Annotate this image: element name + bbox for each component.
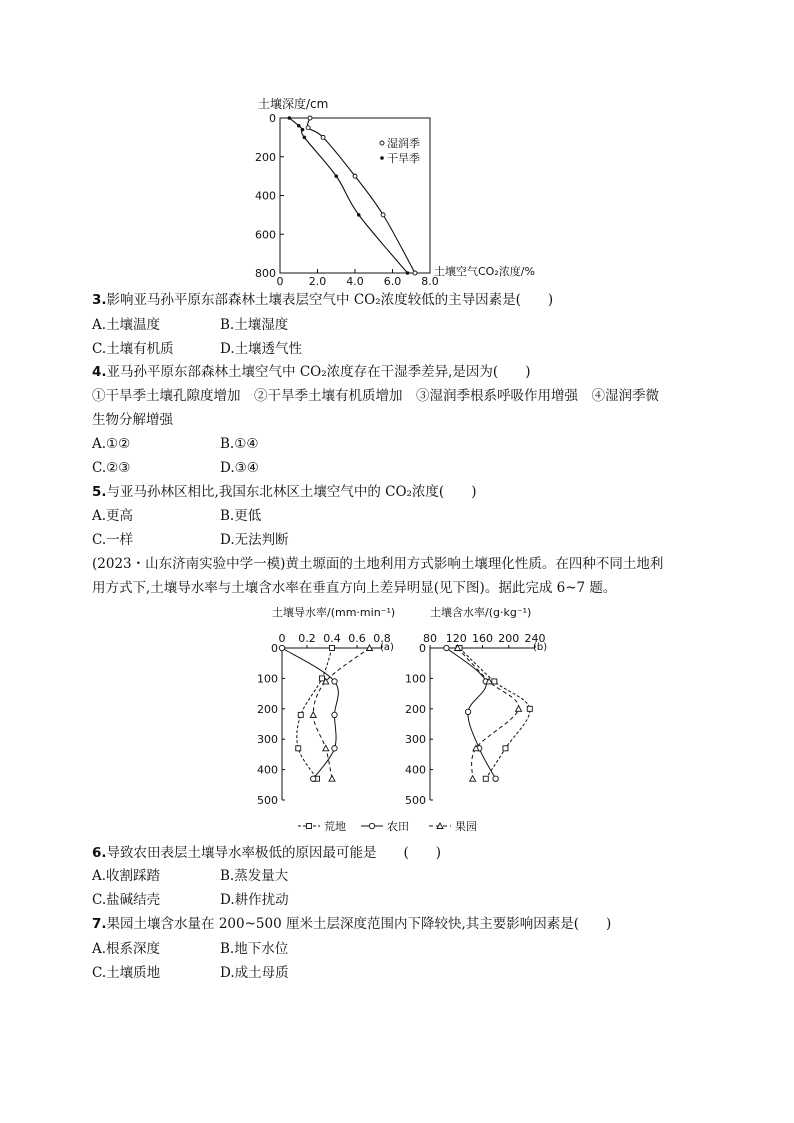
q6-option-c[interactable]: C.盐碱结壳	[92, 892, 161, 908]
q6-stem	[92, 844, 441, 862]
q6-option-b[interactable]: B.蒸发量大	[220, 868, 289, 884]
chart-a-ytick-label: 400	[257, 763, 278, 777]
chart-b-farmland-point	[493, 776, 498, 781]
chart-a-xtick-label: 0	[278, 632, 286, 645]
chart-b-orchard-point	[470, 776, 476, 782]
q4-stem	[92, 363, 530, 381]
chart1-xtick-label: 4.0	[346, 275, 364, 288]
chart1-xlabel: 土壤空气CO₂浓度/%	[434, 265, 535, 278]
legend-farmland-marker	[369, 823, 374, 828]
chart1-xtick-label: 8.0	[421, 275, 439, 288]
chart-a-orchard-point	[310, 712, 316, 718]
q7-stem	[92, 915, 611, 933]
chart-b-ytick-label: 400	[405, 763, 426, 777]
wet-season-point	[353, 174, 357, 178]
chart-b-wasteland-point	[483, 776, 488, 781]
chart-a-xtick-label: 0.8	[373, 632, 391, 645]
q3-option-c[interactable]: C.土壤有机质	[92, 341, 174, 357]
legend-wet-label: 湿润季	[387, 137, 420, 150]
chart-b-xtick-label: 80	[423, 632, 437, 645]
dry-season-point	[288, 116, 292, 120]
legend-wasteland-label: 荒地	[324, 820, 346, 833]
wet-season-point	[381, 213, 385, 217]
legend-orchard-label: 果园	[455, 820, 477, 833]
chart-b-wasteland-point	[527, 706, 532, 711]
chart-b-title: 土壤含水率/(g·kg⁻¹)	[430, 606, 532, 619]
chart1-xtick-label: 6.0	[383, 275, 402, 288]
q3-option-d[interactable]: D.土壤透气性	[220, 341, 303, 357]
q6-number: 6.	[92, 845, 107, 861]
wet-season-point	[321, 135, 325, 139]
chart-a-ytick-label: 300	[257, 733, 278, 747]
intro-line1: (2023・山东济南实验中学一模)黄土塬面的土地利用方式影响土壤理化性质。在四种不同土地利	[92, 556, 664, 572]
chart-a-ytick-label: 200	[257, 702, 278, 716]
chart-a-farmland-line	[282, 648, 338, 779]
chart-a-xtick-label: 0.4	[323, 632, 341, 645]
chart-a-wasteland-point	[320, 676, 325, 681]
chart-a-ytick-label: 100	[257, 672, 278, 686]
chart-b-ytick-label: 0	[419, 642, 426, 655]
chart1-ytick-label: 600	[255, 228, 276, 242]
dry-season-point	[357, 213, 361, 217]
chart-b-tag: (b)	[533, 642, 548, 653]
q5-option-b[interactable]: B.更低	[220, 508, 262, 524]
wet-season-point	[308, 116, 312, 120]
chart-a-title: 土壤导水率/(mm·min⁻¹)	[272, 606, 396, 619]
chart1-xtick-label: 0	[276, 275, 284, 288]
chart1-ylabel: 土壤深度/cm	[258, 97, 329, 111]
q7-option-c[interactable]: C.土壤质地	[92, 965, 161, 981]
chart-a-wasteland-point	[298, 712, 303, 717]
q4-statements-line1: ①干旱季土壤孔隙度增加 ②干旱季土壤有机质增加 ③湿润季根系呼吸作用增强 ④湿润季微	[92, 388, 659, 404]
chart-a-ytick-label: 500	[257, 794, 278, 807]
q5-option-d[interactable]: D.无法判断	[220, 532, 289, 548]
q3-option-b[interactable]: B.土壤湿度	[220, 317, 289, 333]
q4-option-c[interactable]: C.②③	[92, 460, 131, 476]
chart-b-ytick-label: 500	[405, 794, 426, 807]
chart-b-xtick-label: 240	[524, 632, 546, 645]
chart-a-orchard-point	[323, 745, 329, 751]
chart1-ytick-label: 0	[269, 112, 276, 125]
legend-wasteland-marker	[307, 824, 312, 829]
legend-wet-marker	[380, 141, 384, 145]
chart-b-ytick-label: 100	[405, 672, 426, 686]
wet-season-point	[306, 126, 310, 130]
chart-b-farmland-point	[465, 709, 470, 714]
legend-dry-marker	[380, 156, 384, 160]
q3-text: 影响亚马孙平原东部森林土壤表层空气中 CO₂浓度较低的主导因素是( )	[106, 292, 554, 308]
chart-a-xtick-label: 0.6	[348, 632, 366, 645]
chart-b-xtick-label: 200	[498, 632, 520, 645]
chart1-ytick-label: 200	[255, 150, 276, 164]
chart-b-ytick-label: 300	[405, 733, 426, 747]
chart-a-farmland-point	[332, 679, 337, 684]
q5-text: 与亚马孙林区相比,我国东北林区土壤空气中的 CO₂浓度( )	[106, 484, 477, 500]
chart1-ytick-label: 400	[255, 189, 276, 203]
chart-b-xtick-label: 120	[445, 632, 467, 645]
q7-number: 7.	[92, 916, 107, 932]
q4-option-b[interactable]: B.①④	[220, 436, 259, 452]
dry-season-point	[406, 271, 410, 275]
chart-b-ytick-label: 200	[405, 702, 426, 716]
q7-text: 果园土壤含水量在 200~500 厘米土层深度范围内下降较快,其主要影响因素是( )	[106, 916, 612, 932]
chart-a-xtick-label: 0.2	[298, 632, 316, 645]
q7-option-d[interactable]: D.成土母质	[220, 965, 289, 981]
q3-number: 3.	[92, 292, 107, 308]
q7-option-b[interactable]: B.地下水位	[220, 941, 289, 957]
chart-b-wasteland-point	[503, 746, 508, 751]
co2-depth-chart	[0, 0, 794, 290]
soil-profile-charts	[0, 600, 794, 840]
dry-season-point	[301, 128, 305, 132]
q4-option-a[interactable]: A.①②	[92, 436, 131, 452]
q5-stem	[92, 483, 476, 501]
q6-option-d[interactable]: D.耕作扰动	[220, 892, 289, 908]
dry-season-point	[297, 124, 301, 128]
q5-number: 5.	[92, 484, 107, 500]
q3-stem	[92, 291, 553, 309]
q3-option-a[interactable]: A.土壤温度	[92, 317, 161, 333]
legend-dry-label: 干旱季	[387, 152, 420, 165]
chart-b-xtick-label: 160	[472, 632, 493, 645]
chart-a-farmland-point	[279, 645, 284, 650]
q4-text: 亚马孙平原东部森林土壤空气中 CO₂浓度存在干湿季差异,是因为( )	[106, 364, 531, 380]
chart-a-farmland-point	[332, 746, 337, 751]
intro-line2: 用方式下,土壤导水率与土壤含水率在垂直方向上差异明显(见下图)。据此完成 6~7 题。	[92, 580, 617, 596]
q5-option-a[interactable]: A.更高	[92, 508, 134, 524]
dry-season-point	[303, 136, 307, 140]
q4-option-d[interactable]: D.③④	[220, 460, 259, 476]
wet-season-point	[413, 271, 417, 275]
chart1-xtick-label: 2.0	[308, 275, 327, 288]
chart-a-tag: (a)	[380, 642, 394, 653]
q6-text: 导致农田表层土壤导水率极低的原因最可能是 ( )	[106, 845, 442, 861]
q5-option-c[interactable]: C.一样	[92, 532, 134, 548]
q4-statements-line2: 生物分解增强	[92, 412, 173, 428]
chart-a-farmland-point	[332, 712, 337, 717]
chart-a-orchard-point	[329, 776, 335, 782]
chart-a-ytick-label: 0	[271, 642, 278, 655]
chart1-ytick-label: 800	[255, 267, 276, 280]
chart-b-wasteland-point	[492, 679, 497, 684]
chart-b-farmland-line	[446, 648, 495, 779]
q6-option-a[interactable]: A.收割踩踏	[92, 868, 161, 884]
chart-a-wasteland-point	[296, 746, 301, 751]
q4-number: 4.	[92, 364, 107, 380]
chart-a-wasteland-point	[330, 646, 335, 651]
chart-b-farmland-point	[444, 645, 449, 650]
q7-option-a[interactable]: A.根系深度	[92, 941, 161, 957]
chart-b-orchard-point	[516, 706, 522, 712]
legend-farmland-label: 农田	[387, 820, 409, 833]
chart-a-orchard-line	[313, 648, 369, 779]
dry-season-point	[334, 174, 338, 178]
chart-a-farmland-point	[311, 776, 316, 781]
